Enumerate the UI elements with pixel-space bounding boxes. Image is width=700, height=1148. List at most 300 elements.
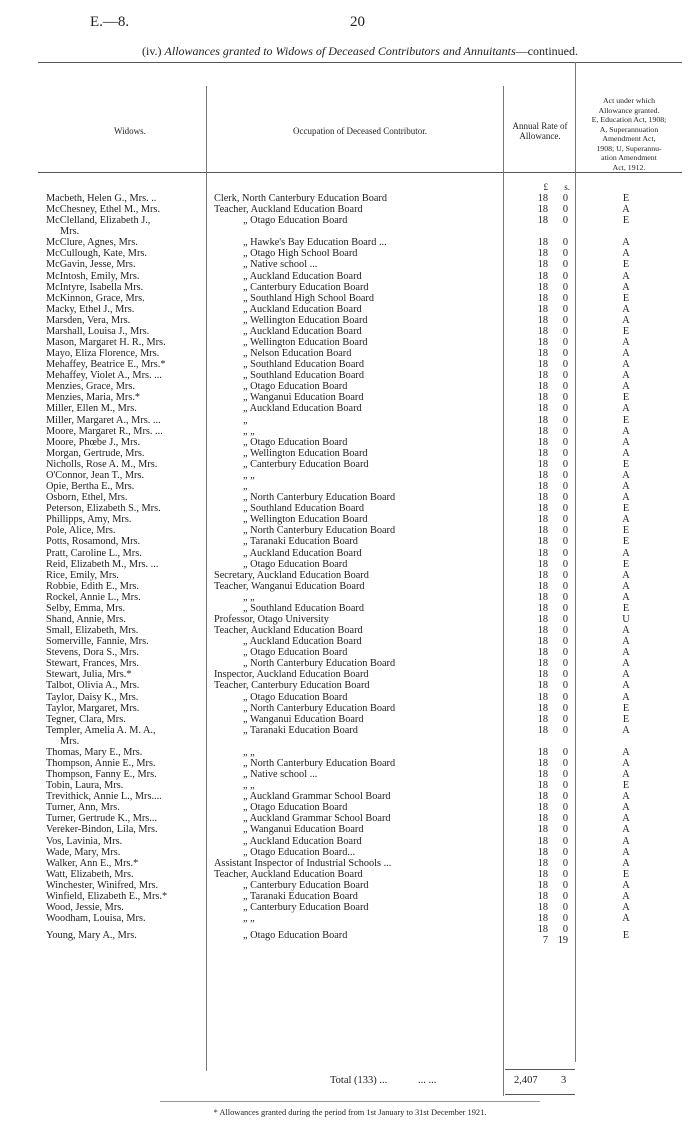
- allowance-shillings: 0: [562, 547, 568, 559]
- act-code: A: [622, 769, 630, 781]
- widow-name: Macbeth, Helen G., Mrs. ..: [46, 193, 157, 204]
- occupation: „ „: [243, 591, 255, 603]
- allowance-shillings: 0: [562, 370, 568, 382]
- occupation: „ Auckland Education Board: [243, 270, 362, 282]
- widow-name: Talbot, Olivia A., Mrs.: [46, 680, 140, 692]
- allowance-pounds: 18: [537, 359, 548, 371]
- act-code: A: [622, 447, 630, 459]
- footnote: * Allowances granted during the period from 1st January to 31st December 1921.: [213, 1108, 487, 1117]
- widow-name: McKinnon, Grace, Mrs.: [46, 292, 145, 304]
- allowance-pounds: 18: [537, 879, 548, 891]
- widow-name: Miller, Ellen M., Mrs.: [46, 403, 137, 415]
- occupation: „ Otago Education Board: [243, 802, 348, 814]
- act-code: A: [622, 580, 630, 592]
- table-row: [0, 603, 700, 614]
- allowance-pounds: 18: [537, 447, 548, 459]
- allowance-pounds: 18: [537, 868, 548, 880]
- occupation: „ „: [243, 469, 255, 481]
- allowance-shillings: 0: [562, 259, 568, 271]
- widow-name: Pratt, Caroline L., Mrs.: [46, 547, 142, 559]
- act-code: E: [622, 325, 630, 337]
- act-code: E: [622, 193, 630, 204]
- occupation: „ Auckland Education Board: [243, 325, 362, 337]
- allowance-shillings: 0: [562, 359, 568, 371]
- widow-name: Turner, Ann, Mrs.: [46, 802, 120, 814]
- table-row: [0, 880, 700, 891]
- act-code: A: [622, 204, 630, 216]
- act-code: A: [622, 270, 630, 282]
- shilling-symbol: s.: [564, 182, 570, 192]
- occupation: „ Auckland Education Board: [243, 303, 362, 315]
- table-row: [0, 536, 700, 547]
- allowance-shillings: 0: [562, 691, 568, 703]
- allowance-shillings: 0: [562, 436, 568, 448]
- allowance-pounds: 18: [537, 204, 548, 216]
- allowance-shillings: 0: [562, 713, 568, 725]
- allowance-shillings: 0: [562, 193, 568, 204]
- widow-name: Menzies, Maria, Mrs.*: [46, 392, 141, 404]
- occupation: „ Wanganui Education Board: [243, 824, 364, 836]
- allowance-shillings: 0: [562, 492, 568, 504]
- table-row: [0, 592, 700, 603]
- allowance-shillings: 0: [562, 857, 568, 869]
- allowance-shillings: 0: [562, 281, 568, 293]
- allowance-shillings: 0: [562, 292, 568, 304]
- table-row: [0, 392, 700, 403]
- allowance-shillings: 0: [562, 757, 568, 769]
- allowance-shillings: 0: [562, 381, 568, 393]
- widow-name: Watt, Elizabeth, Mrs.: [46, 868, 134, 880]
- allowance-pounds: 18: [537, 857, 548, 869]
- occupation: „ Southland Education Board: [243, 359, 364, 371]
- table-row: [0, 370, 700, 381]
- subtitle-prefix: (iv.): [142, 44, 165, 58]
- act-code: A: [622, 802, 630, 814]
- widow-name: Small, Elizabeth, Mrs.: [46, 625, 139, 637]
- table-row: [0, 891, 700, 902]
- table-row: [0, 836, 700, 847]
- table-row: [0, 326, 700, 337]
- allowance-shillings: 0: [562, 337, 568, 349]
- allowance-shillings: 0: [562, 536, 568, 548]
- act-code: A: [622, 680, 630, 692]
- footnote-rule: [160, 1101, 540, 1102]
- allowance-shillings: 0: [562, 746, 568, 758]
- total-shillings: 3: [561, 1075, 567, 1086]
- widow-name: Winchester, Winifred, Mrs.: [46, 879, 159, 891]
- act-code: A: [622, 314, 630, 326]
- allowance-pounds: 18: [537, 813, 548, 825]
- occupation: „ Wanganui Education Board: [243, 392, 364, 404]
- widow-name: Vos, Lavinia, Mrs.: [46, 835, 123, 847]
- occupation: „ Otago Education Board: [243, 558, 348, 570]
- act-code: A: [622, 481, 630, 493]
- allowance-pounds: 18: [537, 769, 548, 781]
- act-code: A: [622, 902, 630, 913]
- widow-name: Rice, Emily, Mrs.: [46, 569, 119, 581]
- occupation: „ Nelson Education Board: [243, 348, 352, 360]
- widow-name: Stevens, Dora S., Mrs.: [46, 647, 139, 659]
- table-row: [0, 769, 700, 780]
- widow-name: Reid, Elizabeth M., Mrs. ...: [46, 558, 159, 570]
- occupation: „ Southland Education Board: [243, 602, 364, 614]
- table-row: [0, 525, 700, 536]
- occupation: „ Canterbury Education Board: [243, 281, 369, 293]
- allowance-pounds: 18: [537, 414, 548, 426]
- allowance-shillings: 0: [562, 425, 568, 437]
- table-row: [0, 802, 700, 813]
- total-label: Total (133) ...: [330, 1075, 388, 1086]
- table-top-rule: [38, 62, 682, 63]
- occupation: „ North Canterbury Education Board: [243, 658, 396, 670]
- occupation: Teacher, Auckland Education Board: [214, 868, 363, 880]
- allowance-pounds: 18: [537, 757, 548, 769]
- act-code: E: [622, 392, 630, 404]
- pound-symbol: £: [543, 182, 548, 192]
- act-code: A: [622, 425, 630, 437]
- occupation: „: [243, 481, 248, 493]
- act-code: A: [622, 348, 630, 360]
- allowance-shillings: 0: [562, 525, 568, 537]
- occupation: Secretary, Auckland Education Board: [214, 569, 369, 581]
- allowance-pounds: 18: [537, 514, 548, 526]
- widow-name: Winfield, Elizabeth E., Mrs.*: [46, 890, 168, 902]
- act-code: E: [622, 215, 630, 227]
- occupation: „ Auckland Grammar School Board: [243, 813, 391, 825]
- occupation: „ Otago Education Board...: [243, 846, 356, 858]
- page-number: 20: [350, 14, 365, 30]
- table-row: [0, 824, 700, 835]
- allowance-pounds: 18: [537, 636, 548, 648]
- occupation: „ Auckland Grammar School Board: [243, 791, 391, 803]
- widow-name: Moore, Margaret R., Mrs. ...: [46, 425, 163, 437]
- act-code: A: [622, 370, 630, 382]
- table-row: [0, 858, 700, 869]
- occupation: „ Wellington Education Board: [243, 314, 368, 326]
- act-header-line: Act under which: [603, 96, 655, 105]
- total-bottom-rule: [505, 1094, 575, 1095]
- widow-name: Moore, Phœbe J., Mrs.: [46, 436, 141, 448]
- widow-name: Wade, Mary, Mrs.: [46, 846, 121, 858]
- table-row: [0, 647, 700, 658]
- occupation: „ Otago Education Board: [243, 381, 348, 393]
- allowance-pounds: 18: [537, 481, 548, 493]
- table-row: [0, 248, 700, 259]
- table-row: [0, 625, 700, 636]
- act-code: A: [622, 757, 630, 769]
- widow-name: Nicholls, Rose A. M., Mrs.: [46, 458, 158, 470]
- table-row: [0, 669, 700, 680]
- widow-name: McClelland, Elizabeth J.,: [46, 215, 151, 227]
- table-row: [0, 348, 700, 359]
- table-row: [0, 226, 700, 237]
- act-code: A: [622, 359, 630, 371]
- widow-name: Marsden, Vera, Mrs.: [46, 314, 131, 326]
- table-row: [0, 559, 700, 570]
- widow-name: Vereker-Bindon, Lila, Mrs.: [46, 824, 158, 836]
- widow-name: Tobin, Laura, Mrs.: [46, 780, 124, 792]
- widow-name: McIntosh, Emily, Mrs.: [46, 270, 140, 282]
- occupation: „ Wanganui Education Board: [243, 713, 364, 725]
- widow-name: Menzies, Grace, Mrs.: [46, 381, 135, 393]
- act-code: A: [622, 337, 630, 349]
- occupation: „ Auckland Education Board: [243, 547, 362, 559]
- table-row: [0, 747, 700, 758]
- allowance-pounds: 18: [537, 436, 548, 448]
- widow-name: Taylor, Margaret, Mrs.: [46, 702, 140, 714]
- allowance-shillings: 0: [562, 702, 568, 714]
- allowance-shillings: 0: [562, 868, 568, 880]
- table-row: [0, 215, 700, 226]
- widow-name: Shand, Annie, Mrs.: [46, 613, 126, 625]
- widow-name: Young, Mary A., Mrs.: [46, 930, 137, 942]
- allowance-shillings: 0: [562, 270, 568, 282]
- widow-name: Taylor, Daisy K., Mrs.: [46, 691, 139, 703]
- occupation: „ „: [243, 425, 255, 437]
- table-row: [0, 548, 700, 559]
- act-code: A: [622, 547, 630, 559]
- act-code: A: [622, 746, 630, 758]
- allowance-pounds: 18: [537, 602, 548, 614]
- table-row: [0, 725, 700, 736]
- allowance-shillings: 0: [562, 503, 568, 515]
- act-code: A: [622, 658, 630, 670]
- allowance-pounds: 18: [537, 525, 548, 537]
- widow-name: Wood, Jessie, Mrs.: [46, 902, 124, 913]
- table-row: [0, 403, 700, 414]
- subtitle-italic: Allowances granted to Widows of Deceased Contributors and Annuitants: [164, 44, 516, 58]
- occupation: „ Otago Education Board: [243, 215, 348, 227]
- table-row: [0, 581, 700, 592]
- table-row: [0, 902, 700, 913]
- allowance-pounds: 18: [537, 569, 548, 581]
- occupation: Professor, Otago University: [214, 613, 329, 625]
- header-bottom-rule: [38, 172, 682, 173]
- widow-name: Opie, Bertha E., Mrs.: [46, 481, 135, 493]
- act-code: U: [622, 613, 630, 625]
- allowance-pounds: 18: [537, 591, 548, 603]
- widow-name: Trevithick, Annie L., Mrs....: [46, 791, 162, 803]
- allowance-pounds: 18: [537, 802, 548, 814]
- allowance-pounds: 18: [537, 503, 548, 515]
- subtitle-suffix: —continued.: [515, 44, 578, 58]
- table-row: [0, 337, 700, 348]
- act-header-line: Allowance granted.: [598, 105, 660, 115]
- allowance-pounds: 18: [537, 902, 548, 913]
- allowance-pounds: 18: [537, 403, 548, 415]
- table-row: [0, 736, 700, 747]
- act-code: E: [622, 558, 630, 570]
- allowance-shillings: 0: [562, 625, 568, 637]
- allowance-pounds: 18: [537, 625, 548, 637]
- allowance-shillings: 0: [562, 613, 568, 625]
- act-code: E: [622, 602, 630, 614]
- widow-name: Tegner, Clara, Mrs.: [46, 713, 126, 725]
- allowance-shillings: 0: [562, 447, 568, 459]
- allowance-pounds: 18: [537, 458, 548, 470]
- allowance-shillings: 0: [562, 481, 568, 493]
- table-row: [0, 791, 700, 802]
- widow-name: McClure, Agnes, Mrs.: [46, 237, 138, 249]
- allowance-pounds: 18: [537, 237, 548, 249]
- allowance-shillings: 0: [562, 403, 568, 415]
- allowance-pounds: 18: [537, 469, 548, 481]
- occupation: „ Canterbury Education Board: [243, 902, 369, 913]
- occupation: „ North Canterbury Education Board: [243, 757, 396, 769]
- column-header-rate: [504, 121, 576, 141]
- allowance-pounds: 18: [537, 337, 548, 349]
- widow-name: Potts, Rosamond, Mrs.: [46, 536, 141, 548]
- occupation: „ „: [243, 913, 255, 925]
- act-code: A: [622, 281, 630, 293]
- widow-name: Turner, Gertrude K., Mrs...: [46, 813, 158, 825]
- allowance-pounds: 18: [537, 281, 548, 293]
- allowance-shillings: 0: [562, 514, 568, 526]
- widow-name: Rockel, Annie L., Mrs.: [46, 591, 141, 603]
- allowance-pounds: 18: [537, 303, 548, 315]
- allowance-shillings: 0: [562, 569, 568, 581]
- allowance-pounds: 18: [537, 647, 548, 659]
- table-row: [0, 614, 700, 625]
- allowance-shillings: 0: [562, 724, 568, 736]
- rate-header-line2: Allowance.: [519, 131, 561, 141]
- table-row: [0, 193, 700, 204]
- widow-name: Templer, Amelia A. M. A.,: [46, 724, 156, 736]
- total-top-rule: [505, 1069, 575, 1070]
- occupation: Teacher, Auckland Education Board: [214, 625, 363, 637]
- widow-name: Walker, Ann E., Mrs.*: [46, 857, 139, 869]
- allowance-shillings: 0: [562, 890, 568, 902]
- act-header-line: ation Amendment: [601, 153, 657, 162]
- table-row: [0, 680, 700, 691]
- total-dots: ... ...: [418, 1075, 437, 1086]
- table-row: [0, 869, 700, 880]
- allowance-pounds: 18: [537, 392, 548, 404]
- allowance-pounds: 18: [537, 746, 548, 758]
- document-reference: E.—8.: [90, 14, 130, 30]
- allowance-shillings: 0: [562, 769, 568, 781]
- allowance-pounds: 18: [537, 680, 548, 692]
- allowance-shillings: 0: [562, 902, 568, 913]
- allowance-pounds: 18: [537, 348, 548, 360]
- occupation: „ Otago Education Board: [243, 691, 348, 703]
- act-code: A: [622, 436, 630, 448]
- widow-name: McIntyre, Isabella Mrs.: [46, 281, 144, 293]
- table-row: [0, 658, 700, 669]
- act-code: A: [622, 647, 630, 659]
- table-row: [0, 492, 700, 503]
- occupation: „ Taranaki Education Board: [243, 890, 358, 902]
- column-header-occupation: Occupation of Deceased Contributor.: [293, 126, 427, 136]
- allowance-shillings: 0: [562, 348, 568, 360]
- allowance-shillings: 0: [562, 558, 568, 570]
- occupation: „ North Canterbury Education Board: [243, 525, 396, 537]
- allowance-shillings: 0: [562, 458, 568, 470]
- act-code: A: [622, 514, 630, 526]
- allowance-pounds: 18: [537, 658, 548, 670]
- widow-name: Stewart, Frances, Mrs.: [46, 658, 139, 670]
- allowance-rows: [0, 193, 700, 948]
- act-code: A: [622, 824, 630, 836]
- act-code: E: [622, 292, 630, 304]
- widow-name: McGavin, Jesse, Mrs.: [46, 259, 136, 271]
- act-code: E: [622, 780, 630, 792]
- allowance-shillings: 0: [562, 215, 568, 227]
- allowance-shillings: 0: [562, 647, 568, 659]
- widow-name: Pole, Alice, Mrs.: [46, 525, 116, 537]
- allowance-shillings: 0: [562, 591, 568, 603]
- widow-name: O'Connor, Jean T., Mrs.: [46, 469, 145, 481]
- table-row: [0, 514, 700, 525]
- allowance-shillings: 0: [562, 469, 568, 481]
- allowance-shillings: 0: [562, 325, 568, 337]
- allowance-pounds: 18: [537, 547, 548, 559]
- table-row: [0, 714, 700, 725]
- allowance-pounds: 18: [537, 558, 548, 570]
- allowance-pounds: 18: [537, 193, 548, 204]
- occupation: „ Otago High School Board: [243, 248, 358, 260]
- allowance-pounds: 18: [537, 691, 548, 703]
- allowance-pounds: 18: [537, 669, 548, 681]
- allowance-shillings: 0: [562, 669, 568, 681]
- act-header-line: 1908; U, Superannu-: [596, 143, 662, 153]
- table-row: [0, 437, 700, 448]
- allowance-pounds: 18: [537, 835, 548, 847]
- act-code: E: [622, 503, 630, 515]
- table-row: [0, 415, 700, 426]
- table-row: [0, 426, 700, 437]
- occupation: „ Wellington Education Board: [243, 337, 368, 349]
- allowance-pounds: 18: [537, 824, 548, 836]
- widow-name: Miller, Margaret A., Mrs. ...: [46, 414, 161, 426]
- occupation: Inspector, Auckland Education Board: [214, 669, 369, 681]
- act-header-line: A, Superannuation: [599, 124, 659, 134]
- occupation: „ Wellington Education Board: [243, 514, 368, 526]
- allowance-shillings: 0: [562, 780, 568, 792]
- allowance-pounds: 18: [537, 780, 548, 792]
- allowance-pounds: 18: [537, 248, 548, 260]
- table-row: [0, 847, 700, 858]
- act-code: A: [622, 846, 630, 858]
- allowance-shillings: 0: [562, 414, 568, 426]
- allowance-pounds: 18: [537, 314, 548, 326]
- allowance-shillings: 0: [562, 204, 568, 216]
- allowance-pounds: 7: [542, 935, 548, 947]
- act-code: A: [622, 303, 630, 315]
- allowance-shillings: 0: [562, 913, 568, 925]
- occupation: „ „: [243, 780, 255, 792]
- act-code: A: [622, 237, 630, 249]
- widow-name: Mehaffey, Violet A., Mrs. ...: [46, 370, 162, 382]
- act-code: A: [622, 569, 630, 581]
- occupation: Teacher, Wanganui Education Board: [214, 580, 365, 592]
- occupation: Teacher, Auckland Education Board: [214, 204, 363, 216]
- act-code: A: [622, 248, 630, 260]
- allowance-pounds: 18: [537, 890, 548, 902]
- table-row: [0, 758, 700, 769]
- allowance-shillings: 0: [562, 314, 568, 326]
- act-code: E: [622, 536, 630, 548]
- occupation: „ Southland High School Board: [243, 292, 374, 304]
- allowance-pounds: 18: [537, 492, 548, 504]
- table-row: [0, 282, 700, 293]
- table-row: [0, 271, 700, 282]
- allowance-shillings: 0: [562, 835, 568, 847]
- table-row: [0, 636, 700, 647]
- occupation: „ Otago Education Board: [243, 647, 348, 659]
- act-header-line: Amendment Act,: [602, 134, 656, 143]
- widow-name: Mehaffey, Beatrice E., Mrs.*: [46, 359, 166, 371]
